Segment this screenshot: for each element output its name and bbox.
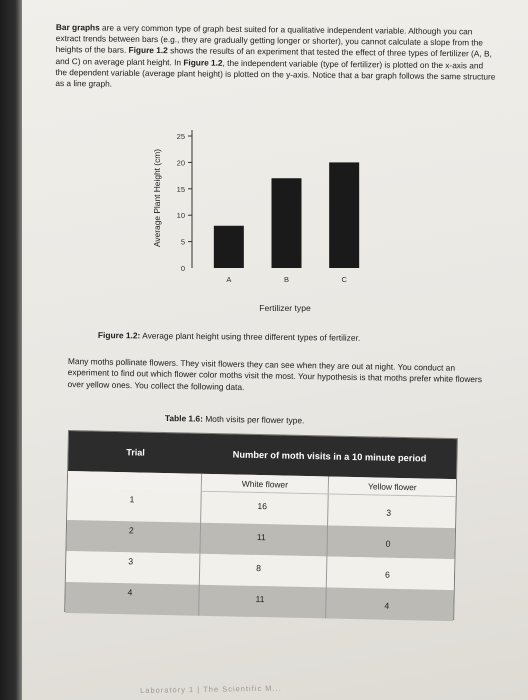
- chart-x-tick-label: B: [283, 275, 290, 284]
- bar-chart: [140, 118, 400, 328]
- chart-y-axis-label: Average Plant Height (cm): [152, 148, 162, 248]
- table-cell-white-value: 11: [256, 531, 266, 543]
- figure-caption-text: Average plant height using three different types of fertilizer.: [140, 330, 361, 343]
- table-cell-trial-value: 3: [128, 556, 134, 567]
- table-cell-white-value: 8: [256, 562, 262, 574]
- chart-y-tick-label: 0: [180, 264, 185, 273]
- table-cell-white: [200, 554, 328, 588]
- chart-bars: [214, 162, 359, 268]
- chart-x-tick-label: A: [226, 275, 232, 284]
- table-cell-white: [199, 585, 327, 619]
- chart-y-tick-label: 10: [176, 211, 185, 221]
- intro-paragraph: [55, 22, 496, 94]
- bar-chart-svg: [140, 118, 400, 328]
- chart-y-tick-label: 5: [180, 237, 185, 247]
- moth-visits-table: [64, 430, 458, 620]
- table-cell-white: [201, 492, 329, 526]
- chart-y-ticks: [177, 132, 192, 273]
- chart-bar: [329, 162, 359, 268]
- chart-y-tick-label: 25: [176, 132, 185, 141]
- table-subheader-white-flower: White flower: [202, 474, 329, 495]
- table-cell-trial: [66, 551, 201, 585]
- table-cell-trial: [66, 520, 201, 554]
- table-header-trial: Trial: [126, 447, 145, 458]
- intro-text-2: shows the results of an experiment that tested the effect of three types of fertilizer (A, B, and C) on average plant height. In: [55, 45, 492, 67]
- table-cell-yellow: [327, 556, 455, 590]
- chart-x-axis-label: Fertilizer type: [259, 303, 311, 313]
- table-cell-yellow-value: 6: [384, 569, 390, 580]
- table-cell-yellow-value: 4: [384, 600, 390, 611]
- intro-text-3: , the independent variable (type of fertilizer) is plotted on the x-axis and the dependent variable (average plant height) is plotted on the y-axis. Notice that a bar graph follows the same structure as a line graph.: [55, 57, 496, 89]
- table-cell-white: [200, 523, 328, 557]
- moth-paragraph: Many moths pollinate flowers. They visit flowers they can see when they are out at night. You conduct an experiment to find out which flower color moths visit the most. Your hypothesis is that moths prefer white flowers over yellow ones. You collect the following data.: [67, 356, 483, 392]
- table-cell-white-value: 16: [257, 500, 268, 512]
- intro-figure-ref-1: Figure 1.2: [128, 45, 168, 56]
- table-cell-trial: [65, 582, 200, 616]
- chart-y-tick-label: 20: [176, 158, 185, 168]
- table-cell-yellow-value: 0: [385, 538, 391, 549]
- table-header-moth-visits: Number of moth visits in a 10 minute period: [232, 449, 427, 464]
- intro-text-1: are a very common type of graph best suited for a qualitative independent variable. Although you can extract trends between bars (e.g., they are gradually getting longer or shorter), you cannot calculate a slope from the heights of the bars.: [55, 22, 483, 56]
- table-caption-label: Table 1.6:: [164, 413, 204, 424]
- table-cell-yellow: [328, 494, 456, 528]
- chart-bar: [272, 178, 302, 268]
- table-cell-yellow: [327, 525, 455, 559]
- chart-y-tick-label: 15: [176, 184, 185, 194]
- table-cell-white-value: 11: [255, 593, 265, 605]
- table-caption-text: Moth visits per flower type.: [202, 413, 305, 426]
- table-cell-trial-value: 2: [128, 525, 134, 536]
- table-cell-yellow: [326, 587, 454, 621]
- table-cell-trial-value: 4: [127, 587, 133, 598]
- chart-x-tick-label: C: [341, 275, 347, 284]
- intro-figure-ref-2: Figure 1.2: [183, 56, 223, 68]
- table-cell-trial-value: 1: [129, 494, 135, 505]
- page-footer: Laboratory 1 | The Scientific M...: [140, 683, 282, 695]
- table-cell-yellow-value: 3: [386, 507, 392, 518]
- figure-caption-label: Figure 1.2:: [97, 330, 141, 341]
- table-cell-trial: [67, 489, 202, 523]
- table-subheader-yellow-flower: Yellow flower: [329, 476, 456, 497]
- chart-x-ticks: [226, 275, 347, 284]
- chart-bar: [214, 226, 244, 268]
- intro-bold-lead: Bar graphs: [55, 22, 100, 33]
